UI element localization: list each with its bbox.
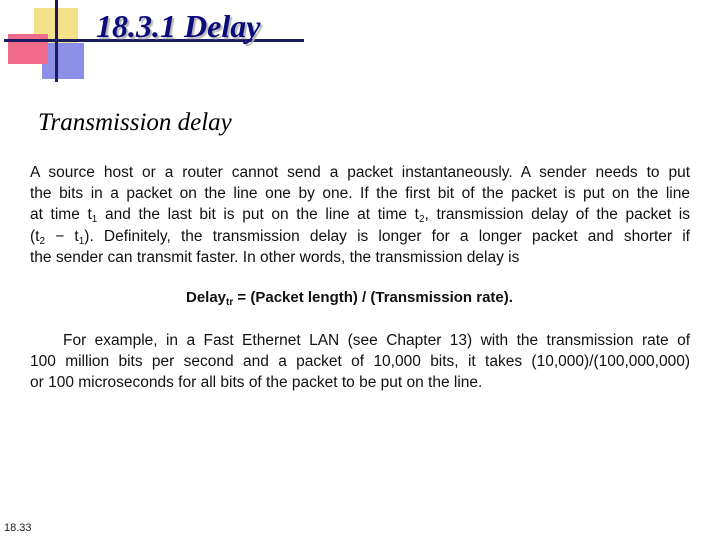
paragraph-transmission-delay [30, 162, 690, 268]
text-run: ). Definitely, the transmission delay is longer for a longer packet and shorter if [84, 227, 690, 245]
subscript: 1 [91, 214, 98, 226]
text-run: − t [45, 227, 79, 245]
text-run: , transmission delay of the packet is [424, 206, 690, 224]
paragraph-line [30, 226, 690, 247]
paragraph-line [30, 204, 690, 225]
paragraph-example [30, 330, 690, 394]
delay-formula [186, 289, 513, 306]
formula-lhs: Delay [186, 289, 227, 306]
subscript: 1 [78, 235, 85, 247]
text-run: (t [30, 227, 40, 245]
slide-subtitle: Transmission delay [38, 109, 232, 136]
page-number: 18.33 [4, 522, 32, 534]
formula-rhs: = (Packet length) / (Transmission rate). [233, 289, 513, 306]
formula-subscript: tr [226, 297, 234, 308]
subscript: 2 [39, 235, 46, 247]
paragraph-line: 100 million bits per second and a packet of 10,000 bits, it takes (10,000)/(100,000,000) [30, 353, 690, 371]
paragraph-line: For example, in a Fast Ethernet LAN (see Chapter 13) with the transmission rate of [63, 332, 690, 349]
subscript: 2 [418, 214, 425, 226]
paragraph-line: A source host or a router cannot send a packet instantaneously. A sender needs to put [30, 164, 690, 181]
text-run: and the last bit is put on the line at time t [97, 206, 419, 224]
text-run: at time t [30, 206, 92, 224]
paragraph-line: the sender can transmit faster. In other words, the transmission delay is [30, 248, 520, 266]
decor-blue-square [42, 43, 84, 79]
slide-title: 18.3.1 Delay [96, 8, 261, 44]
paragraph-line: the bits in a packet on the line one by one. If the first bit of the packet is put on the line [30, 185, 690, 203]
paragraph-line: or 100 microseconds for all bits of the packet to be put on the line. [30, 374, 483, 392]
